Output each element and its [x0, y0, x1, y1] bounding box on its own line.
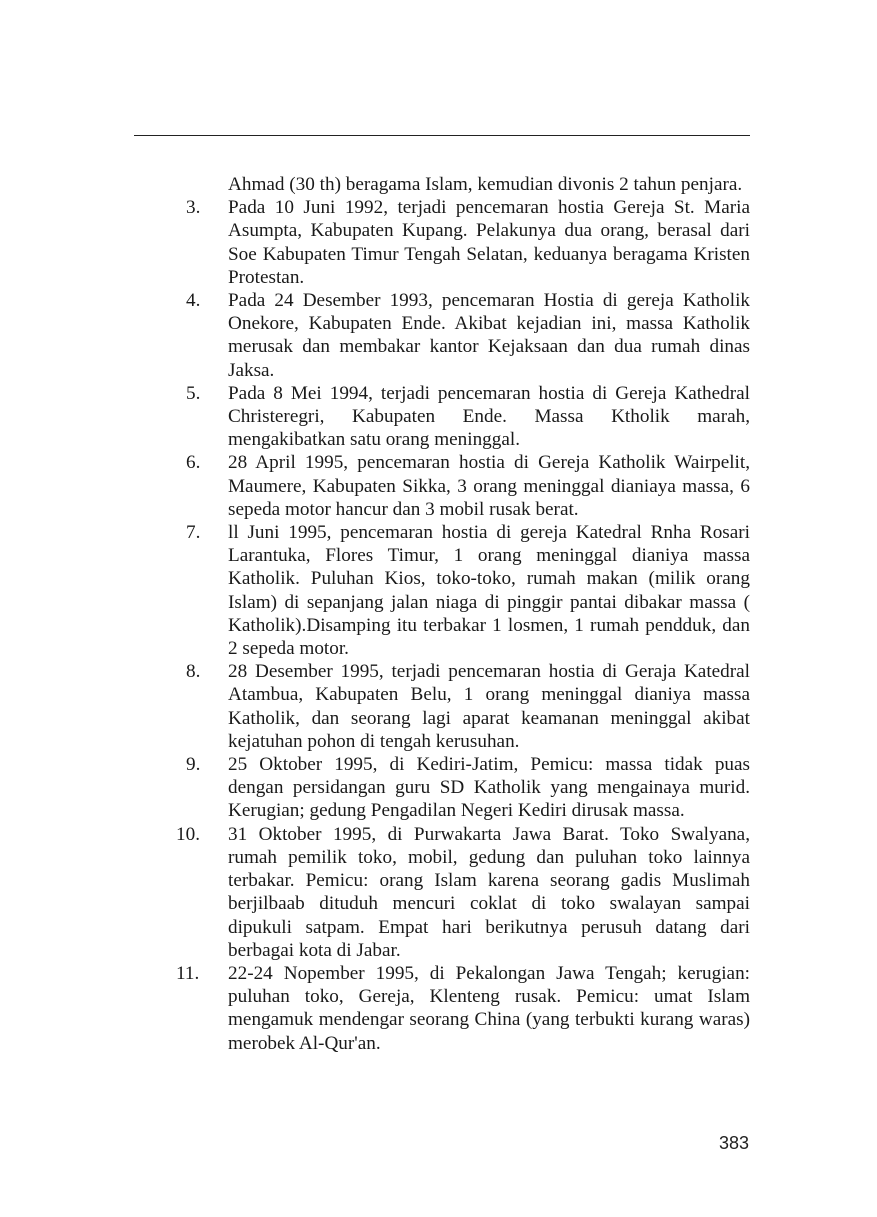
list-item-3 [186, 196, 750, 289]
list-number: 8. [186, 661, 201, 683]
numbered-list [176, 173, 750, 1055]
list-item-5 [186, 382, 750, 452]
header-rule [134, 135, 750, 136]
list-item-text: Pada 8 Mei 1994, terjadi pencemaran hostia di Gereja Kathedral Christeregri, Kabupaten Ende. Massa Ktholik marah, mengakibatkan satu orang meninggal. [228, 382, 750, 451]
list-item-text: 28 Desember 1995, terjadi pencemaran hostia di Geraja Katedral Atambua, Kabupaten Belu, 1 orang meninggal dianiya massa Katholik, dan seorang lagi aparat keamanan meninggal akibat kejatuhan pohon di tengah kerusuhan. [228, 661, 750, 752]
list-item-text: Pada 24 Desember 1993, pencemaran Hostia di gereja Katholik Onekore, Kabupaten Ende. Akibat kejadian ini, massa Katholik merusak dan membakar kantor Kejaksaan dan dua rumah dinas Jaksa. [228, 290, 750, 381]
list-item-6 [186, 451, 750, 521]
list-number: 5. [186, 382, 201, 404]
list-item-text: 31 Oktober 1995, di Purwakarta Jawa Barat. Toko Swalyana, rumah pemilik toko, mobil, gedung dan puluhan toko lainnya terbakar. Pemicu: orang Islam karena seorang gadis Muslimah berjilbaab dituduh mencuri coklat di toko swalayan sampai dipukuli satpam. Empat hari berikutnya perusuh datang dari berbagai kota di Jabar. [228, 823, 750, 961]
list-item-4 [186, 289, 750, 382]
continuation-paragraph: Ahmad (30 th) beragama Islam, kemudian divonis 2 tahun penjara. [228, 174, 743, 195]
list-item-8 [186, 660, 750, 753]
list-number: 9. [186, 754, 201, 776]
list-item-9 [186, 753, 750, 823]
page-number: 383 [718, 1133, 749, 1153]
list-number: 3. [186, 197, 201, 219]
list-item-text: 25 Oktober 1995, di Kediri-Jatim, Pemicu: massa tidak puas dengan persidangan guru SD Katholik yang mengainaya murid. Kerugian; gedung Pengadilan Negeri Kediri dirusak massa. [228, 754, 750, 822]
list-number: 4. [186, 290, 201, 312]
list-item-text: ll Juni 1995, pencemaran hostia di gereja Katedral Rnha Rosari Larantuka, Flores Timur, 1 orang meninggal dianiya massa Katholik. Puluhan Kios, toko-toko, rumah makan (milik orang Islam) di sepanjang jalan niaga di pinggir pantai dibakar massa ( Katholik).Disamping itu terbakar 1 losmen, 1 rumah pendduk, dan 2 sepeda motor. [228, 522, 750, 660]
list-item-10 [176, 823, 750, 962]
list-number: 11. [176, 962, 200, 984]
list-item-text: 22-24 Nopember 1995, di Pekalongan Jawa Tengah; kerugian: puluhan toko, Gereja, Klenteng rusak. Pemicu: umat Islam mengamuk mendengar seorang China (yang terbukti kurang waras) merobek Al-Qur'an. [228, 962, 750, 1054]
list-item-7 [186, 521, 750, 660]
list-item-11 [176, 962, 750, 1055]
list-number: 7. [186, 522, 201, 544]
list-item-text: Pada 10 Juni 1992, terjadi pencemaran hostia Gereja St. Maria Asumpta, Kabupaten Kupang. Pelakunya dua orang, berasal dari Soe Kabupaten Timur Tengah Selatan, keduanya beragama Kristen Protestan. [228, 197, 750, 288]
list-number: 10. [176, 823, 200, 845]
list-item-text: 28 April 1995, pencemaran hostia di Gereja Katholik Wairpelit, Maumere, Kabupaten Sikka, 3 orang meninggal dianiaya massa, 6 sepeda motor hancur dan 3 mobil rusak berat. [228, 452, 750, 520]
list-number: 6. [186, 452, 201, 474]
